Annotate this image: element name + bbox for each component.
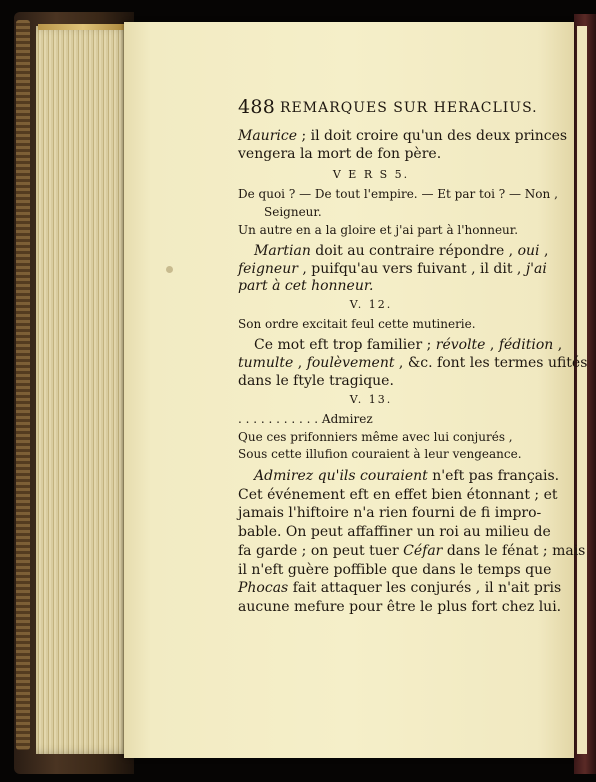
italic-run: Phocas	[238, 580, 289, 596]
italic-run: j'ai	[525, 261, 547, 277]
text-run: V E R S 5.	[332, 168, 410, 181]
text-line	[238, 278, 373, 294]
text-line	[238, 524, 551, 540]
facing-page-edge	[577, 26, 587, 754]
verse-line	[238, 430, 513, 444]
section-heading	[238, 298, 504, 311]
verse-line	[238, 223, 518, 237]
text-run: Que ces prifonniers même avec lui conjurés ,	[238, 430, 513, 444]
text-run: . . . . . . . . . . . Admirez	[238, 412, 373, 426]
text-run: V. 13.	[349, 393, 393, 406]
text-line	[238, 355, 587, 371]
text-run: jamais l'hiftoire n'a rien fourni de fi impro-	[238, 505, 542, 521]
page-stack-edge	[36, 26, 130, 754]
text-run: doit au contraire répondre ,	[310, 243, 518, 259]
text-run: ,	[539, 243, 549, 259]
italic-run: Admirez qu'ils couraient	[254, 468, 428, 484]
text-line	[238, 128, 567, 144]
section-heading	[238, 393, 504, 406]
text-line	[238, 599, 561, 615]
verse-line	[238, 317, 476, 331]
text-line	[238, 505, 541, 521]
verse-line	[238, 412, 373, 426]
text-line	[238, 562, 551, 578]
section-heading	[238, 168, 504, 181]
text-run: Cet événement eft en effet bien étonnant ; et	[238, 487, 558, 503]
text-run: Seigneur.	[264, 205, 322, 219]
verse-line	[238, 187, 558, 201]
text-run: ; il doit croire qu'un des deux princes	[297, 128, 568, 144]
text-run: dans le ftyle tragique.	[238, 373, 394, 389]
text-run: ,	[553, 337, 563, 353]
page-number: 488	[238, 96, 276, 118]
text-run: fa garde ; on peut tuer	[238, 543, 404, 559]
italic-run: révolte	[435, 337, 486, 353]
italic-run: Maurice	[238, 128, 297, 144]
text-line	[254, 468, 559, 484]
text-line	[238, 373, 394, 389]
italic-run: Céfar	[403, 543, 443, 559]
text-run: , &c. font les termes ufités	[394, 355, 588, 371]
text-line	[238, 487, 557, 503]
italic-run: oui	[517, 243, 540, 259]
text-line	[238, 261, 547, 277]
running-title: REMARQUES SUR HERACLIUS.	[280, 100, 538, 116]
text-line	[238, 580, 561, 596]
text-run: il n'eft guère poffible que dans le temps que	[238, 562, 552, 578]
text-run: Un autre en a la gloire et j'ai part à l'honneur.	[238, 223, 519, 237]
text-run: fait attaquer les conjurés , il n'ait pris	[288, 580, 562, 596]
text-line	[238, 543, 585, 559]
italic-run: fédition	[498, 337, 554, 353]
verse-line	[238, 447, 522, 461]
gilt-top-edge	[38, 24, 128, 30]
text-run: V. 12.	[349, 298, 393, 311]
text-run: Son ordre excitait feul cette mutinerie.	[238, 317, 476, 331]
text-run: vengera la mort de fon père.	[238, 146, 442, 162]
italic-run: Martian	[254, 243, 311, 259]
text-run: ,	[293, 355, 307, 371]
text-run: aucune mefure pour être le plus fort chez lui.	[238, 599, 562, 615]
italic-run: tumulte	[238, 355, 294, 371]
verse-line	[264, 205, 322, 219]
italic-run: foulèvement	[306, 355, 395, 371]
text-line	[238, 146, 441, 162]
paper-stain	[166, 266, 173, 273]
text-run: bable. On peut affaffiner un roi au milieu de	[238, 524, 551, 540]
text-run: Ce mot eft trop familier ;	[254, 337, 436, 353]
text-run: Sous cette illufion couraient à leur vengeance.	[238, 447, 522, 461]
italic-run: part à cet honneur.	[238, 278, 374, 294]
text-run: dans le fénat ; mais	[442, 543, 586, 559]
text-run: De quoi ? — De tout l'empire. — Et par toi ? — Non ,	[238, 187, 558, 201]
italic-run: feigneur	[238, 261, 298, 277]
text-run: , puifqu'au vers fuivant , il dit ,	[297, 261, 526, 277]
book-spine-edge	[16, 20, 30, 750]
text-line	[254, 243, 548, 259]
text-run: n'eft pas français.	[427, 468, 560, 484]
text-line	[254, 337, 562, 353]
text-run: ,	[485, 337, 499, 353]
